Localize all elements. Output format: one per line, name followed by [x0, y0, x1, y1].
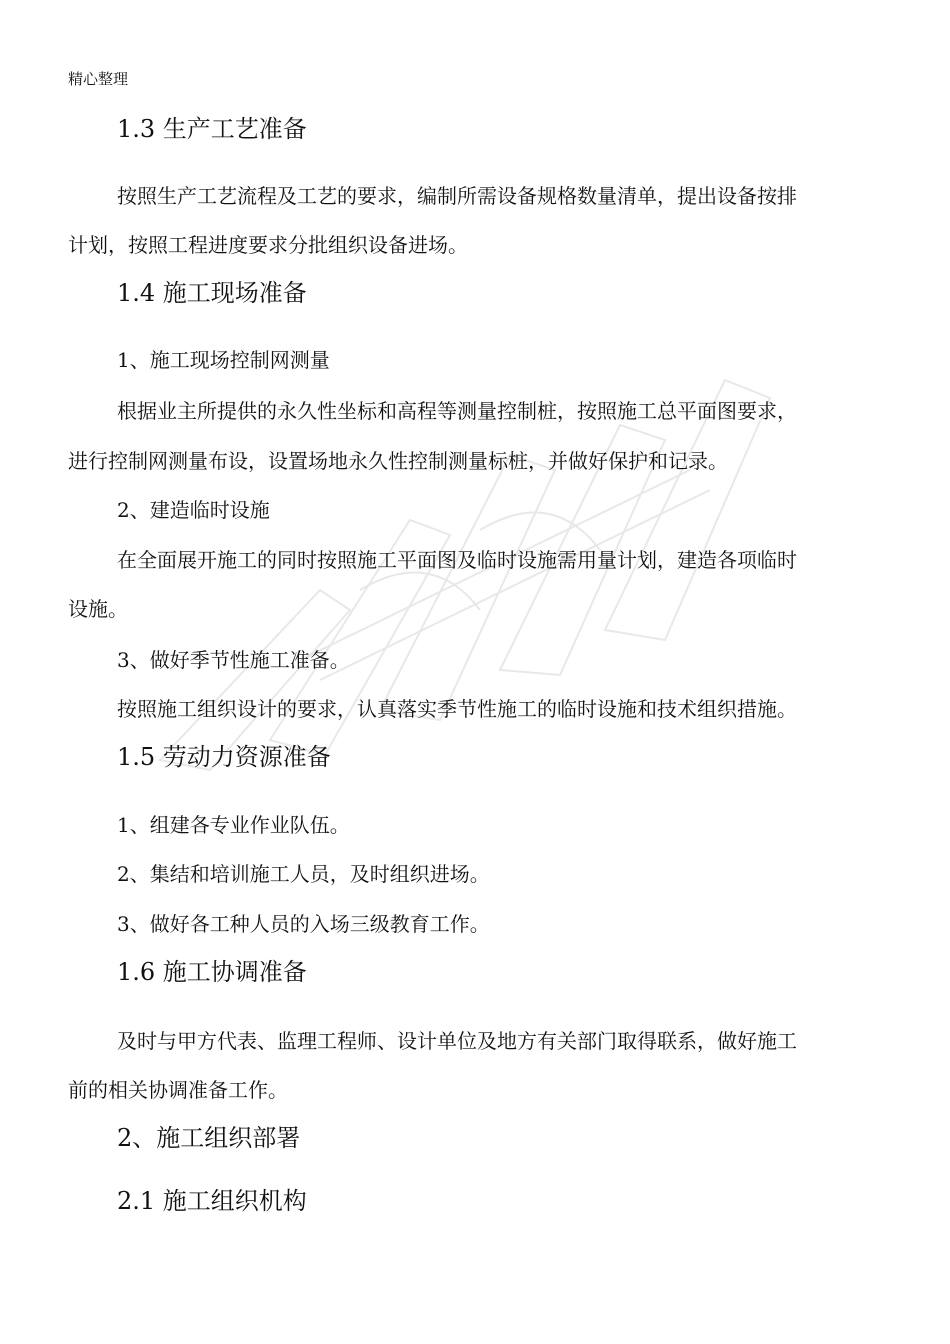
- section-heading-1-6: 1.6 施工协调准备: [117, 958, 307, 986]
- section-heading-1-4: 1.4 施工现场准备: [117, 279, 307, 307]
- paragraph-line: 计划，按照工程进度要求分批组织设备进场。: [68, 233, 468, 257]
- paragraph-line: 及时与甲方代表、监理工程师、设计单位及地方有关部门取得联系，做好施工: [117, 1029, 797, 1053]
- paragraph-line: 根据业主所提供的永久性坐标和高程等测量控制桩，按照施工总平面图要求，: [117, 399, 797, 423]
- subsection-item: 1、组建各专业作业队伍。: [117, 813, 350, 837]
- paragraph-line: 前的相关协调准备工作。: [68, 1078, 288, 1102]
- section-heading-1-3: 1.3 生产工艺准备: [117, 115, 307, 143]
- subsection-item: 2、集结和培训施工人员，及时组织进场。: [117, 862, 490, 886]
- paragraph-line: 在全面展开施工的同时按照施工平面图及临时设施需用量计划，建造各项临时: [117, 548, 797, 572]
- section-heading-2-1: 2.1 施工组织机构: [117, 1187, 307, 1215]
- paragraph-line: 按照生产工艺流程及工艺的要求，编制所需设备规格数量清单，提出设备按排: [117, 184, 797, 208]
- paragraph-line: 设施。: [68, 597, 128, 621]
- subsection-item: 3、做好各工种人员的入场三级教育工作。: [117, 912, 490, 936]
- subsection-item: 2、建造临时设施: [117, 498, 270, 522]
- section-heading-1-5: 1.5 劳动力资源准备: [117, 743, 331, 771]
- paragraph-line: 进行控制网测量布设，设置场地永久性控制测量标桩，并做好保护和记录。: [68, 449, 728, 473]
- header-note: 精心整理: [68, 70, 129, 88]
- paragraph-line: 按照施工组织设计的要求，认真落实季节性施工的临时设施和技术组织措施。: [117, 697, 797, 721]
- subsection-item: 3、做好季节性施工准备。: [117, 648, 350, 672]
- subsection-item: 1、施工现场控制网测量: [117, 348, 330, 372]
- section-heading-2: 2、施工组织部署: [117, 1124, 301, 1152]
